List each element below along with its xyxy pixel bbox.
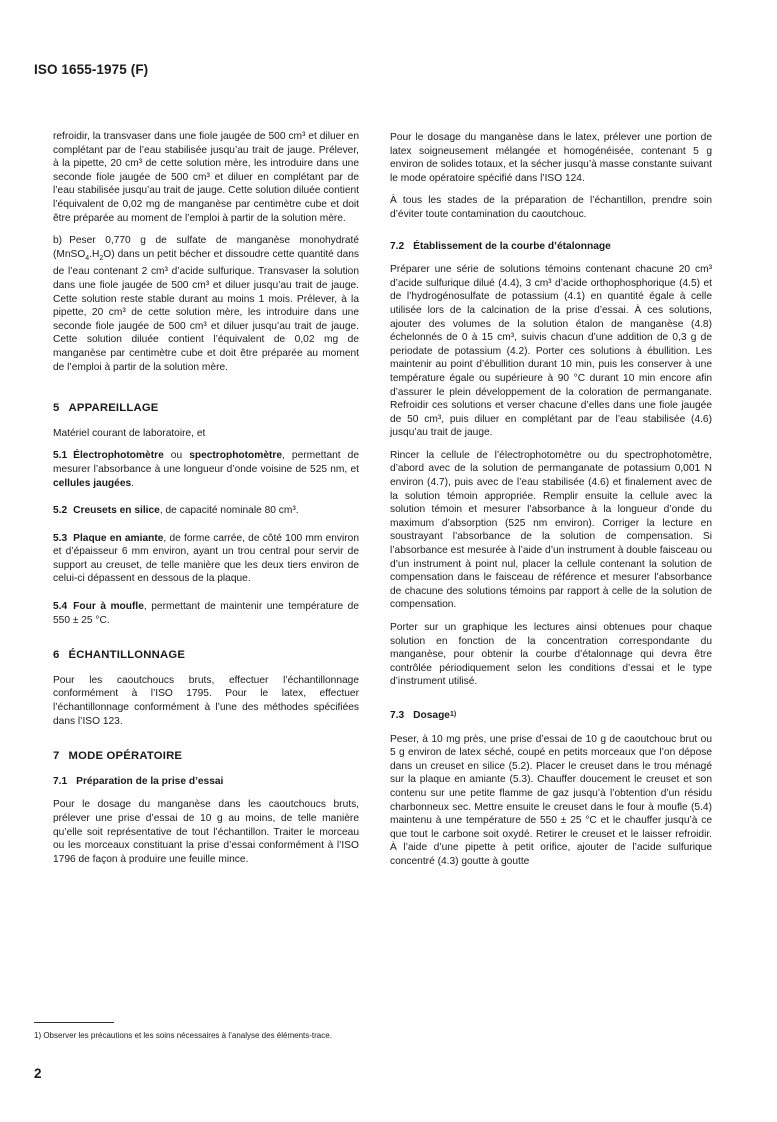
paragraph: Préparer une série de solutions témoins contenant chacune 20 cm³ d’acide sulfurique dilué (4.4), 3 cm³ d’acide orthophosphorique (4.5) et de l’hydrogénosulfate de potassium (4.1) en quantité égale à celle utilisée lors de la calcination de la prise d’essai. À ces solutions, ajouter des volumes de la solution étalon de manganèse (4.8) échelonnés de 0 à 15 cm³, suivis chacun d’une addition de 0,3 g de periodate de potassium (4.2). Porter ces solutions à ébullition. Les maintenir au point d’ébullition durant 10 min, puis les conserver à une température égale ou supérieure à 90 °C durant 10 min encore afin d’assurer le plein développement de la coloration de permanganate. Refroidir ces solutions et verser chacune d’elles dans une fiole jaugée de 50 cm³, puis diluer en complétant par de l’eau stabilisée (4.6) jusqu’au trait de jauge. bbox=[390, 264, 712, 439]
paragraph: Porter sur un graphique les lectures ainsi obtenues pour chaque solution en fonction de la concentration correspondante du manganèse, pour obtenir la courbe d’étalonnage qui devra être contrôlée périodiquement selon les conditions d’essai et le type d’instrument utilisé. bbox=[390, 622, 712, 688]
paragraph: Pour le dosage du manganèse dans le latex, prélever une portion de latex soigneusement mélangée et homogénéisée, contenant 5 g environ de solides totaux, et la sécher jusqu’à masse constante suivant le mode opératoire spécifié dans l’ISO 124. bbox=[390, 132, 712, 184]
paragraph: refroidir, la transvaser dans une fiole jaugée de 500 cm³ et diluer en complétant par de l’eau stabilisée jusqu’au trait de jauge. Prélever, à la pipette, 20 cm³ de cette solution mère, les introduire dans une seconde fiole jaugée de 500 cm³ et diluer en complétant par de l’eau stabilisée jusqu’au trait de jauge. Cette solution diluée contient l’équivalent de 0,02 mg de manganèse par centimètre cube et doit être préparée au moment de l’emploi à partir de la solution mère. bbox=[53, 131, 359, 224]
left-column bbox=[53, 130, 359, 875]
footnote-divider bbox=[34, 1022, 114, 1023]
section-heading-7: 7 MODE OPÉRATOIRE bbox=[53, 750, 183, 763]
section-heading-5: 5 APPAREILLAGE bbox=[53, 402, 159, 415]
section-heading-6: 6 ÉCHANTILLONNAGE bbox=[53, 649, 186, 662]
item-5-1: 5.1 Électrophotomètre ou spectrophotomètre, permettant de mesurer l’absorbance à une longueur d’onde voisine de 525 nm, et cellules jaugées. bbox=[53, 450, 359, 489]
paragraph: Pour les caoutchoucs bruts, effectuer l’échantillonnage conformément à l’ISO 1795. Pour le latex, effectuer l’échantillonnage conformément à l’une des méthodes spécifiées dans l’ISO 123. bbox=[53, 674, 359, 727]
list-label: b) bbox=[53, 235, 63, 247]
paragraph: Rincer la cellule de l’électrophotomètre ou du spectrophotomètre, d’abord avec de la solution de permanganate de potassium 0,001 N environ (4.7), puis avec de l’eau stabilisée (4.6) et finalement avec de la solution témoin appropriée. Remplir ensuite la cellule avec la solution témoin et mesurer l’absorbance à la longueur d’onde du maximum d’absorption (525 nm environ). Corriger la lecture en soustrayant l’absorbance de la solution de compensation. Si l’absorbance est mesurée à l’aide d’un instrument à double faisceau ou d’un instrument à point nul, placer la cellule contenant la solution de compensation dans le faisceau de référence et mesurer l’absorbance de chacune des solutions témoins par rapport à celle de la solution de compensation. bbox=[390, 449, 712, 611]
document-header: ISO 1655-1975 (F) bbox=[34, 62, 149, 77]
subsection-heading-7-1: 7.1 Préparation de la prise d’essai bbox=[53, 775, 224, 787]
paragraph: Pour le dosage du manganèse dans les caoutchoucs bruts, prélever une prise d’essai de 10 g au moins, de telle manière qu’elle soit représentative de tout l’échantillon. Traiter le morceau ou les morceaux constituant la prise d’essai conformément à l’ISO 1796 de façon à produire une feuille mince. bbox=[53, 799, 359, 865]
paragraph: Peser, à 10 mg près, une prise d’essai de 10 g de caoutchouc brut ou 5 g environ de latex séché, coupé en petits morceaux que l’on dépose dans un creuset en silice (5.2). Placer le creuset dans le trou ménagé sur la plaque en amiante (5.3). Chauffer doucement le creuset et son contenu sur une petite flamme de gaz jusqu’à l’obtention d’un résidu charbonneux sec. Mettre ensuite le creuset dans le four à moufle (5.4) maintenu à une température de 550 ± 25 °C et le chauffer jusqu’à ce que tout le carbone soit oxydé. Retirer le creuset et le laisser refroidir. À l’aide d’une pipette à petit orifice, ajouter de l’acide sulfurique concentré (4.3) goutte à goutte bbox=[390, 733, 712, 867]
footnote: 1) Observer les précautions et les soins nécessaires à l’analyse des éléments-trace. bbox=[34, 1031, 332, 1040]
item-5-2: 5.2 Creusets en silice, de capacité nominale 80 cm³. bbox=[53, 505, 299, 517]
subsection-heading-7-3: 7.3 Dosage$^{1)}$ bbox=[390, 709, 457, 721]
right-column bbox=[390, 131, 712, 878]
page-number: 2 bbox=[34, 1066, 42, 1081]
paragraph: À tous les stades de la préparation de l’échantillon, prendre soin d’éviter toute contamination du caoutchouc. bbox=[390, 195, 712, 220]
footnote-reference: 1) bbox=[449, 710, 457, 718]
paragraph-b: b) Peser 0,770 g de sulfate de manganèse monohydraté $(MnSO_4.H_2O)$ dans un petit bécher et dissoudre cette quantité dans de l’eau contenant 2 cm³ d’acide sulfurique. Transvaser la solution dans une fiole jaugée de 500 cm³ et diluer jusqu’au trait de jauge. Cette solution reste stable durant au moins 1 mois. Prélever, à la pipette, 20 cm³ de cette solution mère, les introduire dans une seconde fiole jaugée de 500 cm³ et diluer jusqu’au trait de jauge. Cette solution diluée contient l’équivalent de 0,02 mg de manganèse par centimètre cube et doit être préparée au moment de l’emploi à partir de la solution mère. bbox=[53, 235, 359, 373]
item-5-4: 5.4 Four à moufle, permettant de maintenir une température de 550 ± 25 °C. bbox=[53, 601, 360, 626]
paragraph: Matériel courant de laboratoire, et bbox=[53, 427, 206, 439]
subsection-heading-7-2: 7.2 Établissement de la courbe d’étalonnage bbox=[390, 240, 611, 252]
item-5-3: 5.3 Plaque en amiante, de forme carrée, de côté 100 mm environ et d’épaisseur 6 mm environ, ayant un trou central pour servir de support au creuset, de telle manière que les deux tiers environ de celui-ci dépassent en dessous de la plaque. bbox=[53, 532, 359, 585]
